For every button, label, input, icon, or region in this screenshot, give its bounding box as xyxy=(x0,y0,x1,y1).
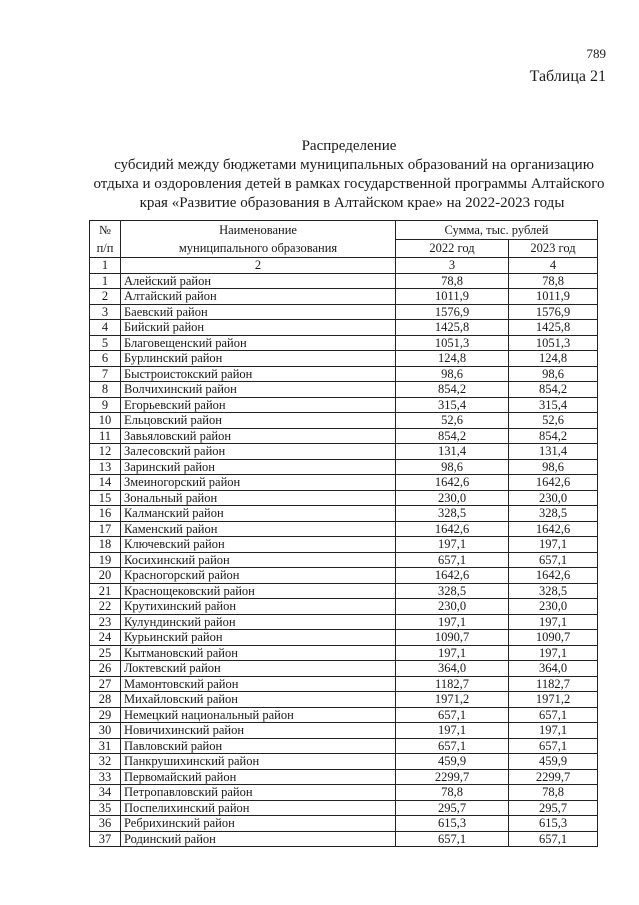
column-number: 2 xyxy=(121,258,396,274)
municipality-name: Калманский район xyxy=(121,506,396,522)
amount-2022: 657,1 xyxy=(396,831,509,847)
amount-2023: 657,1 xyxy=(509,738,598,754)
header-name xyxy=(121,221,396,258)
table-row xyxy=(90,568,598,584)
row-number: 8 xyxy=(90,382,121,398)
municipality-name: Кытмановский район xyxy=(121,645,396,661)
row-number: 22 xyxy=(90,599,121,615)
amount-2023: 459,9 xyxy=(509,754,598,770)
row-number: 6 xyxy=(90,351,121,367)
table-row xyxy=(90,630,598,646)
row-number: 33 xyxy=(90,769,121,785)
header-name-line: Наименование xyxy=(219,223,297,237)
municipality-name: Ельцовский район xyxy=(121,413,396,429)
amount-2023: 52,6 xyxy=(509,413,598,429)
amount-2022: 197,1 xyxy=(396,645,509,661)
municipality-name: Заринский район xyxy=(121,459,396,475)
amount-2023: 197,1 xyxy=(509,614,598,630)
municipality-name: Егорьевский район xyxy=(121,397,396,413)
amount-2023: 657,1 xyxy=(509,707,598,723)
table-row xyxy=(90,816,598,832)
municipality-name: Каменский район xyxy=(121,521,396,537)
table-row xyxy=(90,351,598,367)
municipality-name: Алейский район xyxy=(121,273,396,289)
table-row xyxy=(90,676,598,692)
amount-2023: 1425,8 xyxy=(509,320,598,336)
amount-2022: 230,0 xyxy=(396,599,509,615)
amount-2023: 197,1 xyxy=(509,723,598,739)
amount-2023: 364,0 xyxy=(509,661,598,677)
column-number-row xyxy=(90,258,598,274)
row-number: 29 xyxy=(90,707,121,723)
amount-2023: 78,8 xyxy=(509,273,598,289)
amount-2023: 98,6 xyxy=(509,366,598,382)
amount-2023: 657,1 xyxy=(509,552,598,568)
row-number: 7 xyxy=(90,366,121,382)
header-number-line: № xyxy=(99,223,111,237)
header-number-line: п/п xyxy=(96,241,114,255)
table-row xyxy=(90,382,598,398)
municipality-name: Бийский район xyxy=(121,320,396,336)
table-row xyxy=(90,320,598,336)
row-number: 2 xyxy=(90,289,121,305)
amount-2022: 197,1 xyxy=(396,537,509,553)
municipality-name: Бурлинский район xyxy=(121,351,396,367)
municipality-name: Волчихинский район xyxy=(121,382,396,398)
municipality-name: Благовещенский район xyxy=(121,335,396,351)
table-row xyxy=(90,738,598,754)
row-number: 9 xyxy=(90,397,121,413)
row-number: 4 xyxy=(90,320,121,336)
header-year-2023: 2023 год xyxy=(509,239,598,258)
table-row xyxy=(90,785,598,801)
table-row xyxy=(90,800,598,816)
amount-2022: 52,6 xyxy=(396,413,509,429)
row-number: 26 xyxy=(90,661,121,677)
amount-2023: 615,3 xyxy=(509,816,598,832)
amount-2022: 1971,2 xyxy=(396,692,509,708)
municipality-name: Поспелихинский район xyxy=(121,800,396,816)
amount-2022: 615,3 xyxy=(396,816,509,832)
row-number: 21 xyxy=(90,583,121,599)
amount-2022: 1642,6 xyxy=(396,568,509,584)
row-number: 31 xyxy=(90,738,121,754)
amount-2023: 230,0 xyxy=(509,599,598,615)
amount-2022: 1642,6 xyxy=(396,521,509,537)
row-number: 13 xyxy=(90,459,121,475)
table-row xyxy=(90,413,598,429)
amount-2022: 854,2 xyxy=(396,382,509,398)
amount-2023: 78,8 xyxy=(509,785,598,801)
table-row xyxy=(90,273,598,289)
municipality-name: Родинский район xyxy=(121,831,396,847)
amount-2022: 1182,7 xyxy=(396,676,509,692)
amount-2023: 197,1 xyxy=(509,645,598,661)
table-row xyxy=(90,475,598,491)
table-row xyxy=(90,831,598,847)
page-number: 789 xyxy=(586,46,606,61)
municipality-name: Краснощековский район xyxy=(121,583,396,599)
municipality-name: Алтайский район xyxy=(121,289,396,305)
municipality-name: Крутихинский район xyxy=(121,599,396,615)
amount-2022: 1090,7 xyxy=(396,630,509,646)
heading-line: субсидий между бюджетами муниципальных образований на организацию xyxy=(114,157,594,173)
row-number: 32 xyxy=(90,754,121,770)
amount-2023: 1090,7 xyxy=(509,630,598,646)
table-row xyxy=(90,614,598,630)
amount-2022: 328,5 xyxy=(396,583,509,599)
amount-2023: 1642,6 xyxy=(509,475,598,491)
table-row xyxy=(90,754,598,770)
amount-2023: 1642,6 xyxy=(509,568,598,584)
amount-2022: 315,4 xyxy=(396,397,509,413)
table-row xyxy=(90,723,598,739)
amount-2022: 78,8 xyxy=(396,273,509,289)
municipality-name: Петропавловский район xyxy=(121,785,396,801)
row-number: 23 xyxy=(90,614,121,630)
header-number xyxy=(90,221,121,258)
municipality-name: Павловский район xyxy=(121,738,396,754)
municipality-name: Мамонтовский район xyxy=(121,676,396,692)
amount-2023: 657,1 xyxy=(509,831,598,847)
row-number: 1 xyxy=(90,273,121,289)
amount-2023: 328,5 xyxy=(509,583,598,599)
municipality-name: Быстроистокский район xyxy=(121,366,396,382)
table-row xyxy=(90,583,598,599)
municipality-name: Ребрихинский район xyxy=(121,816,396,832)
amount-2023: 1051,3 xyxy=(509,335,598,351)
municipality-name: Новичихинский район xyxy=(121,723,396,739)
amount-2023: 2299,7 xyxy=(509,769,598,785)
table-row xyxy=(90,537,598,553)
table-header-row xyxy=(90,221,598,240)
table-row xyxy=(90,769,598,785)
row-number: 19 xyxy=(90,552,121,568)
row-number: 27 xyxy=(90,676,121,692)
table-row xyxy=(90,707,598,723)
heading-line: края «Развитие образования в Алтайском крае» на 2022-2023 годы xyxy=(139,195,565,211)
amount-2023: 1576,9 xyxy=(509,304,598,320)
row-number: 14 xyxy=(90,475,121,491)
municipality-name: Залесовский район xyxy=(121,444,396,460)
amount-2023: 854,2 xyxy=(509,428,598,444)
amount-2022: 98,6 xyxy=(396,459,509,475)
header-name-line: муниципального образования xyxy=(178,241,338,255)
amount-2023: 295,7 xyxy=(509,800,598,816)
municipality-name: Косихинский район xyxy=(121,552,396,568)
amount-2022: 230,0 xyxy=(396,490,509,506)
subsidy-table xyxy=(89,220,598,847)
table-row xyxy=(90,552,598,568)
amount-2023: 1011,9 xyxy=(509,289,598,305)
municipality-name: Михайловский район xyxy=(121,692,396,708)
row-number: 17 xyxy=(90,521,121,537)
table-row xyxy=(90,366,598,382)
municipality-name: Змеиногорский район xyxy=(121,475,396,491)
header-sum: Сумма, тыс. рублей xyxy=(396,221,598,240)
amount-2022: 657,1 xyxy=(396,738,509,754)
amount-2023: 98,6 xyxy=(509,459,598,475)
row-number: 18 xyxy=(90,537,121,553)
row-number: 20 xyxy=(90,568,121,584)
row-number: 30 xyxy=(90,723,121,739)
heading-title: Распределение xyxy=(301,138,397,154)
amount-2022: 364,0 xyxy=(396,661,509,677)
amount-2022: 854,2 xyxy=(396,428,509,444)
amount-2022: 124,8 xyxy=(396,351,509,367)
amount-2022: 2299,7 xyxy=(396,769,509,785)
amount-2023: 854,2 xyxy=(509,382,598,398)
amount-2023: 197,1 xyxy=(509,537,598,553)
row-number: 16 xyxy=(90,506,121,522)
amount-2022: 1011,9 xyxy=(396,289,509,305)
table-row xyxy=(90,459,598,475)
municipality-name: Красногорский район xyxy=(121,568,396,584)
amount-2023: 1971,2 xyxy=(509,692,598,708)
amount-2022: 1425,8 xyxy=(396,320,509,336)
table-row xyxy=(90,444,598,460)
header-year-2022: 2022 год xyxy=(396,239,509,258)
amount-2023: 1642,6 xyxy=(509,521,598,537)
municipality-name: Локтевский район xyxy=(121,661,396,677)
table-row xyxy=(90,692,598,708)
table-body xyxy=(90,273,598,847)
table-row xyxy=(90,490,598,506)
row-number: 37 xyxy=(90,831,121,847)
column-number: 3 xyxy=(396,258,509,274)
document-heading xyxy=(88,137,610,213)
table-row xyxy=(90,521,598,537)
amount-2023: 131,4 xyxy=(509,444,598,460)
amount-2023: 1182,7 xyxy=(509,676,598,692)
row-number: 11 xyxy=(90,428,121,444)
row-number: 24 xyxy=(90,630,121,646)
amount-2023: 328,5 xyxy=(509,506,598,522)
amount-2022: 197,1 xyxy=(396,723,509,739)
row-number: 35 xyxy=(90,800,121,816)
row-number: 10 xyxy=(90,413,121,429)
amount-2023: 315,4 xyxy=(509,397,598,413)
table-row xyxy=(90,661,598,677)
amount-2022: 197,1 xyxy=(396,614,509,630)
amount-2022: 1642,6 xyxy=(396,475,509,491)
amount-2022: 657,1 xyxy=(396,707,509,723)
row-number: 34 xyxy=(90,785,121,801)
municipality-name: Зональный район xyxy=(121,490,396,506)
amount-2023: 230,0 xyxy=(509,490,598,506)
row-number: 12 xyxy=(90,444,121,460)
amount-2022: 459,9 xyxy=(396,754,509,770)
row-number: 3 xyxy=(90,304,121,320)
municipality-name: Завьяловский район xyxy=(121,428,396,444)
municipality-name: Кулундинский район xyxy=(121,614,396,630)
table-row xyxy=(90,428,598,444)
table-row xyxy=(90,599,598,615)
amount-2022: 98,6 xyxy=(396,366,509,382)
amount-2022: 1051,3 xyxy=(396,335,509,351)
amount-2022: 295,7 xyxy=(396,800,509,816)
amount-2022: 328,5 xyxy=(396,506,509,522)
row-number: 15 xyxy=(90,490,121,506)
table-row xyxy=(90,335,598,351)
row-number: 28 xyxy=(90,692,121,708)
table-row xyxy=(90,289,598,305)
municipality-name: Баевский район xyxy=(121,304,396,320)
amount-2022: 78,8 xyxy=(396,785,509,801)
row-number: 25 xyxy=(90,645,121,661)
amount-2022: 1576,9 xyxy=(396,304,509,320)
table-row xyxy=(90,304,598,320)
municipality-name: Первомайский район xyxy=(121,769,396,785)
heading-line: отдыха и оздоровления детей в рамках государственной программы Алтайского xyxy=(93,176,605,192)
column-number: 1 xyxy=(90,258,121,274)
table-label: Таблица 21 xyxy=(529,68,606,85)
municipality-name: Панкрушихинский район xyxy=(121,754,396,770)
column-number: 4 xyxy=(509,258,598,274)
table-row xyxy=(90,506,598,522)
amount-2022: 131,4 xyxy=(396,444,509,460)
municipality-name: Курьинский район xyxy=(121,630,396,646)
row-number: 36 xyxy=(90,816,121,832)
table-row xyxy=(90,645,598,661)
municipality-name: Ключевский район xyxy=(121,537,396,553)
table-row xyxy=(90,397,598,413)
amount-2023: 124,8 xyxy=(509,351,598,367)
municipality-name: Немецкий национальный район xyxy=(121,707,396,723)
amount-2022: 657,1 xyxy=(396,552,509,568)
row-number: 5 xyxy=(90,335,121,351)
